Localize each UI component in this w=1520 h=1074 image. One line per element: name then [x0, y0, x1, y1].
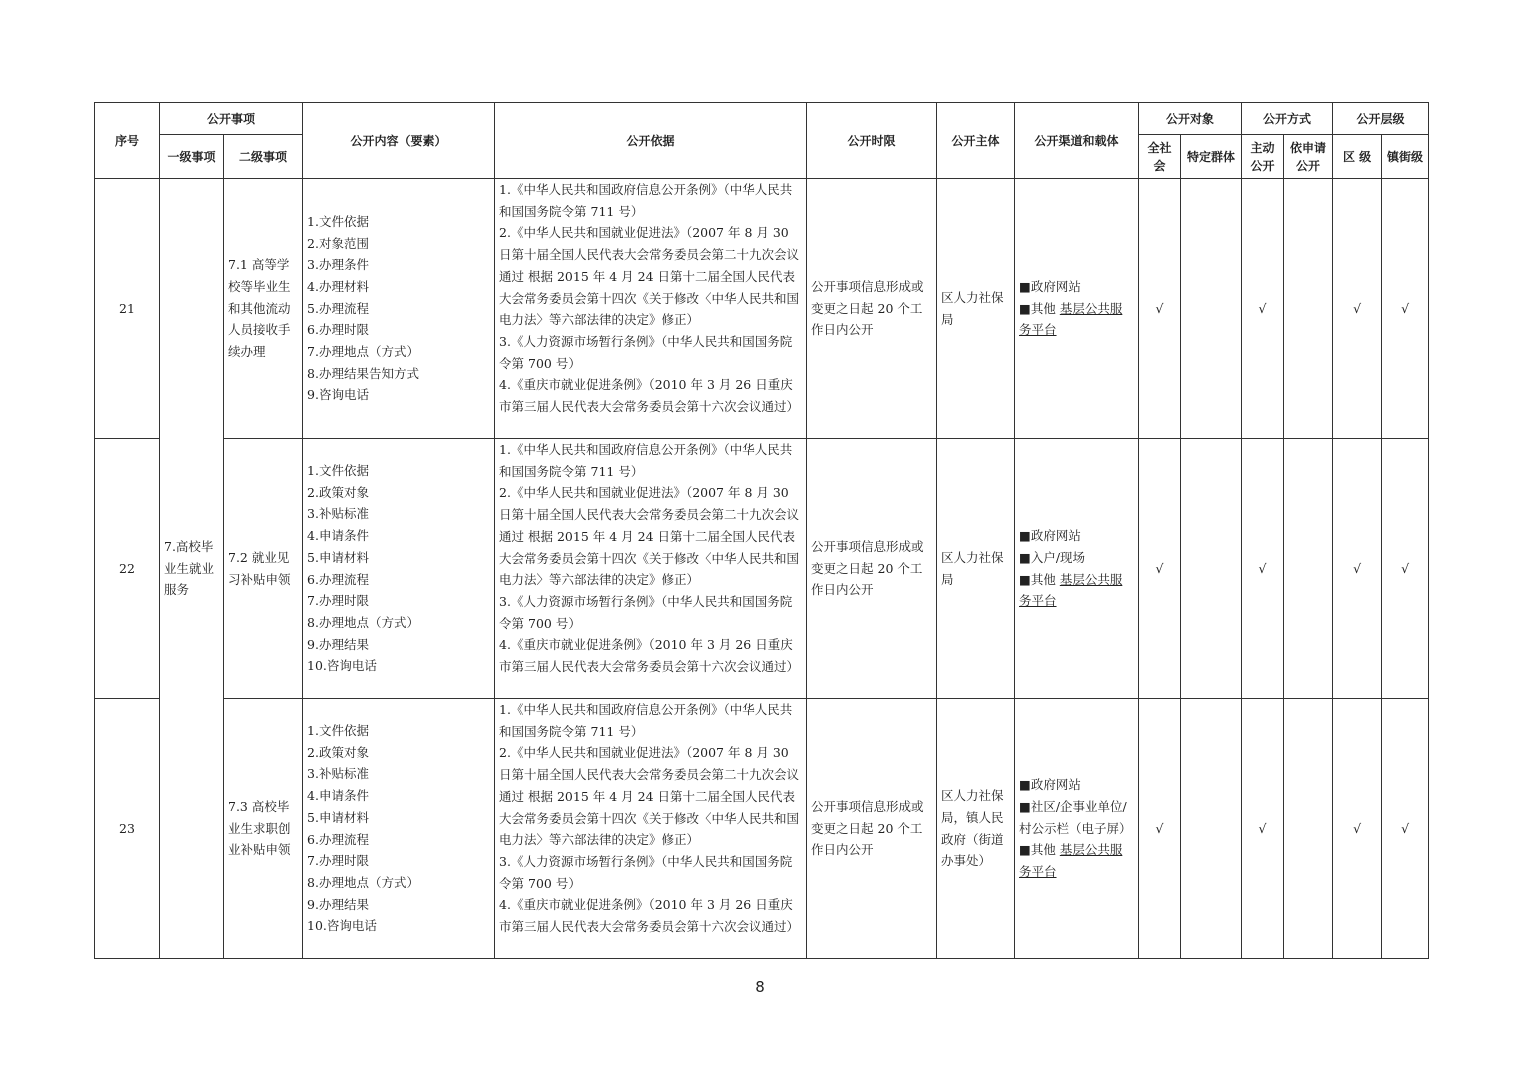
seq-cell: 21 [95, 179, 160, 439]
basis-line: 1.《中华人民共和国政府信息公开条例》（中华人民共和国国务院令第 711 号） [499, 442, 793, 479]
content-line: 4.办理材料 [307, 278, 369, 294]
seq-cell: 23 [95, 699, 160, 959]
content-line: 2.政策对象 [307, 484, 369, 500]
channel-label: ■社区/企事业单位/村公示栏（电子屏） [1019, 798, 1132, 836]
basis-line: 2.《中华人民共和国就业促进法》（2007 年 8 月 30 日第十届全国人民代表大会常务委员会第二十九次会议通过 根据 2015 年 4 月 24 日第十二届全国人民代表大会常务委员会第十四次《关于修改〈中华人民共和国电力法〉等六部法律的决定》修正） [499, 745, 800, 848]
channel-platform-link: 基层公共服务平台 [1019, 842, 1123, 880]
content-line: 9.办理结果 [307, 896, 369, 912]
header-level2: 二级事项 [224, 135, 303, 179]
content-line: 9.咨询电话 [307, 387, 369, 403]
content-line: 7.办理地点（方式） [307, 344, 419, 360]
level2-cell: 7.2 就业见习补贴申领 [224, 439, 303, 699]
basis-cell [495, 179, 807, 439]
content-line: 2.政策对象 [307, 744, 369, 760]
content-line: 5.申请材料 [307, 809, 369, 825]
channel-cell [1015, 179, 1139, 439]
level-town-check: √ [1382, 439, 1429, 699]
target-all-check: √ [1139, 439, 1181, 699]
header-level-district: 区 级 [1333, 135, 1382, 179]
header-method: 公开方式 [1242, 103, 1333, 135]
method-request-check [1284, 179, 1333, 439]
header-level: 公开层级 [1333, 103, 1429, 135]
header-method-request: 依申请公开 [1284, 135, 1333, 179]
header-target-all: 全社会 [1139, 135, 1181, 179]
header-matters: 公开事项 [160, 103, 303, 135]
method-request-check [1284, 439, 1333, 699]
content-line: 8.办理地点（方式） [307, 874, 419, 890]
channel-item [1019, 276, 1134, 298]
level-town-check: √ [1382, 179, 1429, 439]
content-line: 4.申请条件 [307, 788, 369, 804]
header-method-active: 主动公开 [1242, 135, 1284, 179]
content-line: 5.办理流程 [307, 300, 369, 316]
table-row [95, 699, 1429, 959]
content-line: 4.申请条件 [307, 528, 369, 544]
basis-line: 3.《人力资源市场暂行条例》（中华人民共和国国务院令第 700 号） [499, 853, 793, 891]
channel-label: ■其他 [1019, 842, 1056, 858]
table-header [95, 103, 1429, 179]
target-specific-check [1181, 699, 1242, 959]
channel-label: ■政府网站 [1019, 777, 1081, 793]
method-active-check: √ [1242, 439, 1284, 699]
method-request-check [1284, 699, 1333, 959]
channel-item [1019, 547, 1134, 569]
header-time-limit: 公开时限 [807, 103, 937, 179]
basis-cell [495, 439, 807, 699]
channel-label: ■入户/现场 [1019, 549, 1086, 565]
basis-line: 4.《重庆市就业促进条例》（2010 年 3 月 26 日重庆市第三届人民代表大会常务委员会第十六次会议通过） [499, 637, 800, 675]
level2-cell: 7.3 高校毕业生求职创业补贴申领 [224, 699, 303, 959]
channel-item [1019, 525, 1134, 547]
content-line: 8.办理结果告知方式 [307, 365, 419, 381]
table-body [95, 179, 1429, 959]
content-line: 6.办理流程 [307, 831, 369, 847]
channel-cell [1015, 699, 1139, 959]
header-subject: 公开主体 [937, 103, 1015, 179]
level2-cell: 7.1 高等学校等毕业生和其他流动人员接收手续办理 [224, 179, 303, 439]
content-line: 10.咨询电话 [307, 918, 377, 934]
header-content: 公开内容（要素） [303, 103, 495, 179]
subject-cell: 区人力社保局 [937, 439, 1015, 699]
channel-platform-link: 基层公共服务平台 [1019, 571, 1123, 609]
content-line: 1.文件依据 [307, 722, 369, 738]
content-line: 3.办理条件 [307, 257, 369, 273]
basis-cell [495, 699, 807, 959]
content-line: 1.文件依据 [307, 213, 369, 229]
basis-line: 3.《人力资源市场暂行条例》（中华人民共和国国务院令第 700 号） [499, 333, 793, 371]
content-line: 7.办理时限 [307, 853, 369, 869]
content-line: 3.补贴标准 [307, 766, 369, 782]
disclosure-table [94, 102, 1429, 959]
time-limit-cell: 公开事项信息形成或变更之日起 20 个工作日内公开 [807, 699, 937, 959]
content-cell [303, 179, 495, 439]
header-target: 公开对象 [1139, 103, 1242, 135]
header-target-specific: 特定群体 [1181, 135, 1242, 179]
subject-cell: 区人力社保局 [937, 179, 1015, 439]
channel-label: ■政府网站 [1019, 528, 1081, 544]
time-limit-cell: 公开事项信息形成或变更之日起 20 个工作日内公开 [807, 439, 937, 699]
channel-label: ■其他 [1019, 300, 1056, 316]
header-level1: 一级事项 [160, 135, 224, 179]
basis-line: 3.《人力资源市场暂行条例》（中华人民共和国国务院令第 700 号） [499, 593, 793, 631]
target-specific-check [1181, 439, 1242, 699]
page-number: 8 [755, 978, 765, 996]
content-line: 3.补贴标准 [307, 506, 369, 522]
channel-platform-link: 基层公共服务平台 [1019, 300, 1123, 338]
header-basis: 公开依据 [495, 103, 807, 179]
basis-line: 1.《中华人民共和国政府信息公开条例》（中华人民共和国国务院令第 711 号） [499, 182, 793, 219]
channel-label: ■其他 [1019, 571, 1056, 587]
level-district-check: √ [1333, 699, 1382, 959]
channel-item [1019, 298, 1134, 341]
content-line: 8.办理地点（方式） [307, 614, 419, 630]
content-cell [303, 439, 495, 699]
subject-cell: 区人力社保局，镇人民政府（街道办事处） [937, 699, 1015, 959]
basis-line: 4.《重庆市就业促进条例》（2010 年 3 月 26 日重庆市第三届人民代表大会常务委员会第十六次会议通过） [499, 897, 800, 935]
target-specific-check [1181, 179, 1242, 439]
channel-item [1019, 839, 1134, 882]
content-cell [303, 699, 495, 959]
seq-cell: 22 [95, 439, 160, 699]
content-line: 2.对象范围 [307, 235, 369, 251]
content-line: 5.申请材料 [307, 549, 369, 565]
table-row [95, 179, 1429, 439]
method-active-check: √ [1242, 699, 1284, 959]
header-level-town: 镇街级 [1382, 135, 1429, 179]
channel-label: ■政府网站 [1019, 278, 1081, 294]
header-channel: 公开渠道和载体 [1015, 103, 1139, 179]
basis-line: 1.《中华人民共和国政府信息公开条例》（中华人民共和国国务院令第 711 号） [499, 702, 793, 739]
method-active-check: √ [1242, 179, 1284, 439]
content-line: 9.办理结果 [307, 636, 369, 652]
channel-item [1019, 569, 1134, 612]
header-seq: 序号 [95, 103, 160, 179]
level-district-check: √ [1333, 439, 1382, 699]
content-line: 1.文件依据 [307, 462, 369, 478]
basis-line: 2.《中华人民共和国就业促进法》（2007 年 8 月 30 日第十届全国人民代表大会常务委员会第二十九次会议通过 根据 2015 年 4 月 24 日第十二届全国人民代表大会常务委员会第十四次《关于修改〈中华人民共和国电力法〉等六部法律的决定》修正） [499, 485, 800, 588]
basis-line: 2.《中华人民共和国就业促进法》（2007 年 8 月 30 日第十届全国人民代表大会常务委员会第二十九次会议通过 根据 2015 年 4 月 24 日第十二届全国人民代表大会常务委员会第十四次《关于修改〈中华人民共和国电力法〉等六部法律的决定》修正） [499, 225, 800, 328]
channel-item [1019, 774, 1134, 796]
level-town-check: √ [1382, 699, 1429, 959]
channel-item [1019, 796, 1134, 839]
content-line: 6.办理时限 [307, 322, 369, 338]
target-all-check: √ [1139, 179, 1181, 439]
level-district-check: √ [1333, 179, 1382, 439]
target-all-check: √ [1139, 699, 1181, 959]
content-line: 10.咨询电话 [307, 658, 377, 674]
table-row [95, 439, 1429, 699]
content-line: 6.办理流程 [307, 571, 369, 587]
basis-line: 4.《重庆市就业促进条例》（2010 年 3 月 26 日重庆市第三届人民代表大会常务委员会第十六次会议通过） [499, 377, 800, 415]
time-limit-cell: 公开事项信息形成或变更之日起 20 个工作日内公开 [807, 179, 937, 439]
channel-cell [1015, 439, 1139, 699]
content-line: 7.办理时限 [307, 593, 369, 609]
level1-cell: 7.高校毕业生就业服务 [160, 179, 224, 959]
